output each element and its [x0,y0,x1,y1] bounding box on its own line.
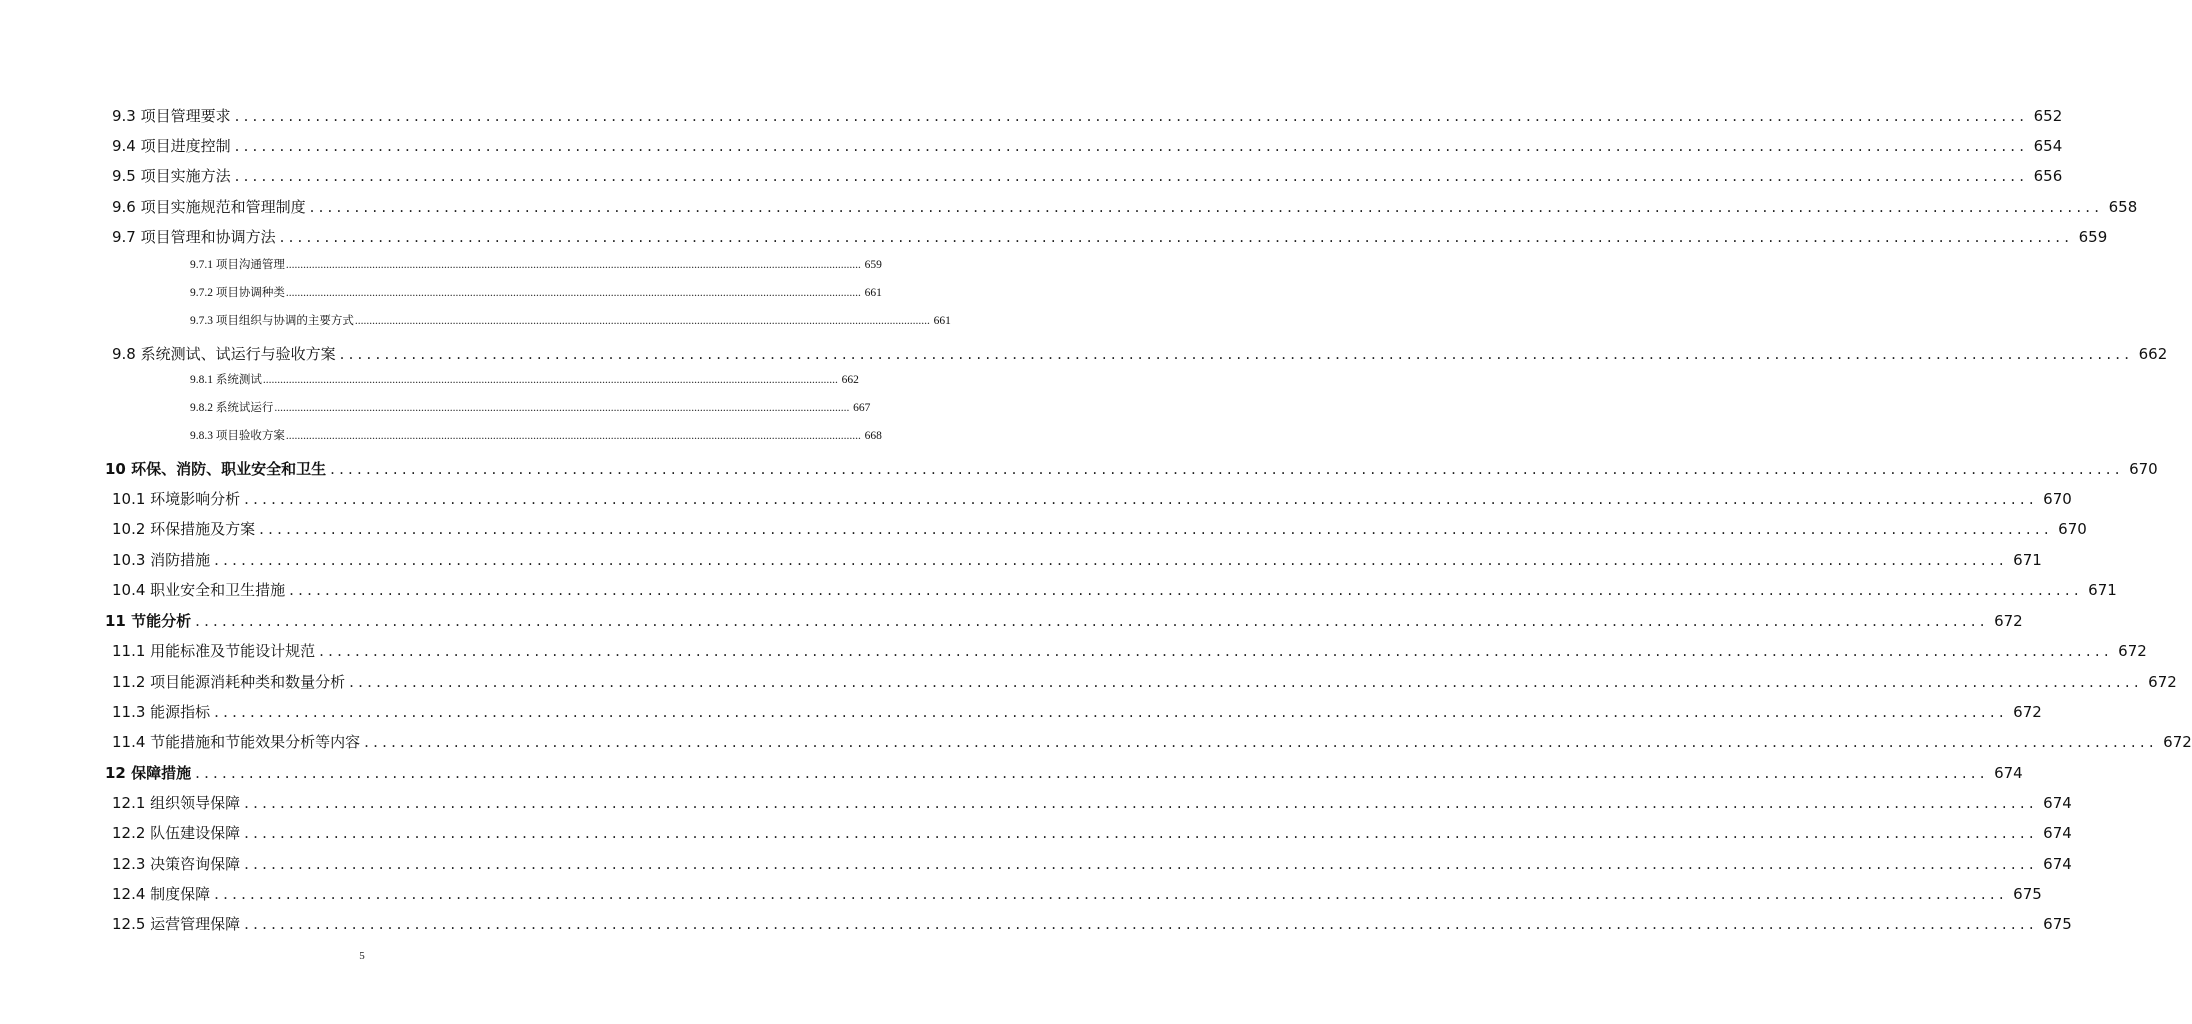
toc-entry[interactable] [105,610,2023,634]
toc-leader-dots: ........................................................................................................................................................................................................ [364,733,2158,751]
toc-entry[interactable] [190,312,951,330]
toc-entry-page: 668 [864,430,882,442]
toc-entry-page: 658 [2108,198,2138,216]
toc-leader-dots: ........................................................................................................................................................................................................ [354,315,930,327]
toc-entry-page: 672 [1994,612,2023,630]
toc-entry[interactable] [112,822,2072,846]
toc-entry-title: 9.7.3 项目组织与协调的主要方式 [190,315,354,327]
toc-entry[interactable] [112,792,2072,816]
toc-entry-title: 9.8.2 系统试运行 [190,402,274,414]
toc-leader-dots: ........................................................................................................................................................................................................ [244,824,2038,842]
toc-leader-dots: ........................................................................................................................................................................................................ [244,915,2038,933]
toc-entry-page: 662 [2138,345,2168,363]
toc-entry[interactable] [112,549,2042,573]
toc-entry-page: 656 [2033,167,2063,185]
toc-entry-title: 11.2 项目能源消耗种类和数量分析 [112,673,346,691]
toc-entry[interactable] [112,883,2042,907]
toc-entry-page: 670 [2043,490,2072,508]
toc-entry-title: 12.5 运营管理保障 [112,915,241,933]
toc-entry[interactable] [112,196,2138,220]
toc-entry[interactable] [112,105,2063,129]
toc-entry-title: 9.4 项目进度控制 [112,137,231,155]
toc-entry[interactable] [105,458,2158,482]
toc-entry[interactable] [112,731,2192,755]
toc-entry-page: 659 [2078,228,2108,246]
toc-leader-dots: ........................................................................................................................................................................................................ [330,460,2124,478]
toc-entry-title: 11.3 能源指标 [112,703,211,721]
toc-entry-page: 674 [2043,794,2072,812]
toc-entry-title: 11.1 用能标准及节能设计规范 [112,642,316,660]
toc-entry-title: 9.5 项目实施方法 [112,167,231,185]
toc-entry-page: 672 [2118,642,2147,660]
toc-entry-title: 10 环保、消防、职业安全和卫生 [105,460,327,478]
toc-leader-dots: ........................................................................................................................................................................................................ [274,402,850,414]
toc-leader-dots: ........................................................................................................................................................................................................ [234,107,2029,125]
toc-entry[interactable] [112,853,2072,877]
toc-entry-page: 670 [2058,520,2087,538]
toc-entry-title: 12.3 决策咨询保障 [112,855,241,873]
toc-entry-title: 11.4 节能措施和节能效果分析等内容 [112,733,361,751]
toc-entry[interactable] [112,579,2117,603]
toc-entry-page: 675 [2043,915,2072,933]
toc-entry[interactable] [190,256,882,274]
toc-entry-title: 9.7.2 项目协调种类 [190,287,285,299]
toc-leader-dots: ........................................................................................................................................................................................................ [285,259,861,271]
page-number: 5 [359,950,365,962]
toc-entry-page: 654 [2033,137,2063,155]
toc-entry-title: 12 保障措施 [105,764,192,782]
toc-entry[interactable] [112,518,2087,542]
toc-entry[interactable] [112,913,2072,937]
toc-leader-dots: ........................................................................................................................................................................................................ [259,520,2053,538]
toc-entry-page: 672 [2148,673,2177,691]
toc-entry[interactable] [190,371,859,389]
toc-leader-dots: ........................................................................................................................................................................................................ [195,764,1989,782]
toc-entry-page: 672 [2163,733,2192,751]
toc-entry[interactable] [112,343,2168,367]
toc-entry-title: 9.7.1 项目沟通管理 [190,259,285,271]
toc-entry-page: 661 [933,315,951,327]
toc-entry-title: 9.3 项目管理要求 [112,107,231,125]
toc-entry-title: 9.8.3 项目验收方案 [190,430,285,442]
toc-leader-dots: ........................................................................................................................................................................................................ [214,551,2008,569]
toc-entry-page: 662 [841,374,859,386]
toc-leader-dots: ........................................................................................................................................................................................................ [234,167,2029,185]
toc-entry-page: 671 [2088,581,2117,599]
toc-entry-page: 674 [1994,764,2023,782]
toc-entry-title: 12.1 组织领导保障 [112,794,241,812]
toc-entry-page: 670 [2129,460,2158,478]
toc-leader-dots: ........................................................................................................................................................................................................ [214,885,2008,903]
toc-entry-page: 661 [864,287,882,299]
toc-entry[interactable] [112,165,2063,189]
toc-entry-title: 10.1 环境影响分析 [112,490,241,508]
toc-entry[interactable] [112,135,2063,159]
toc-entry-page: 674 [2043,855,2072,873]
toc-leader-dots: ........................................................................................................................................................................................................ [244,855,2038,873]
toc-leader-dots: ........................................................................................................................................................................................................ [195,612,1989,630]
toc-entry[interactable] [112,640,2147,664]
toc-entry[interactable] [105,762,2023,786]
toc-leader-dots: ........................................................................................................................................................................................................ [339,345,2134,363]
toc-leader-dots: ........................................................................................................................................................................................................ [319,642,2113,660]
toc-entry-title: 9.6 项目实施规范和管理制度 [112,198,306,216]
toc-entry-title: 9.7 项目管理和协调方法 [112,228,276,246]
toc-entry-page: 667 [853,402,871,414]
toc-entry-title: 10.3 消防措施 [112,551,211,569]
toc-entry-page: 659 [864,259,882,271]
toc-leader-dots: ........................................................................................................................................................................................................ [285,430,861,442]
toc-entry-title: 10.2 环保措施及方案 [112,520,256,538]
toc-leader-dots: ........................................................................................................................................................................................................ [285,287,861,299]
toc-entry[interactable] [190,427,882,445]
toc-entry[interactable] [190,399,871,417]
toc-entry[interactable] [112,488,2072,512]
toc-entry-page: 675 [2013,885,2042,903]
toc-entry-title: 11 节能分析 [105,612,192,630]
toc-entry-title: 12.2 队伍建设保障 [112,824,241,842]
toc-entry-page: 674 [2043,824,2072,842]
toc-leader-dots: ........................................................................................................................................................................................................ [244,490,2038,508]
toc-entry-title: 12.4 制度保障 [112,885,211,903]
toc-entry-page: 652 [2033,107,2063,125]
toc-entry-page: 672 [2013,703,2042,721]
toc-leader-dots: ........................................................................................................................................................................................................ [279,228,2074,246]
toc-entry-title: 9.8 系统测试、试运行与验收方案 [112,345,336,363]
toc-entry-page: 671 [2013,551,2042,569]
toc-leader-dots: ........................................................................................................................................................................................................ [349,673,2143,691]
toc-leader-dots: ........................................................................................................................................................................................................ [262,374,838,386]
toc-entry-title: 9.8.1 系统测试 [190,374,262,386]
toc-entry[interactable] [112,226,2108,250]
toc-leader-dots: ........................................................................................................................................................................................................ [214,703,2008,721]
toc-leader-dots: ........................................................................................................................................................................................................ [244,794,2038,812]
toc-leader-dots: ........................................................................................................................................................................................................ [289,581,2083,599]
toc-entry[interactable] [112,671,2177,695]
toc-entry[interactable] [112,701,2042,725]
toc-leader-dots: ........................................................................................................................................................................................................ [234,137,2029,155]
toc-entry-title: 10.4 职业安全和卫生措施 [112,581,286,599]
toc-entry[interactable] [190,284,882,302]
toc-leader-dots: ........................................................................................................................................................................................................ [309,198,2104,216]
